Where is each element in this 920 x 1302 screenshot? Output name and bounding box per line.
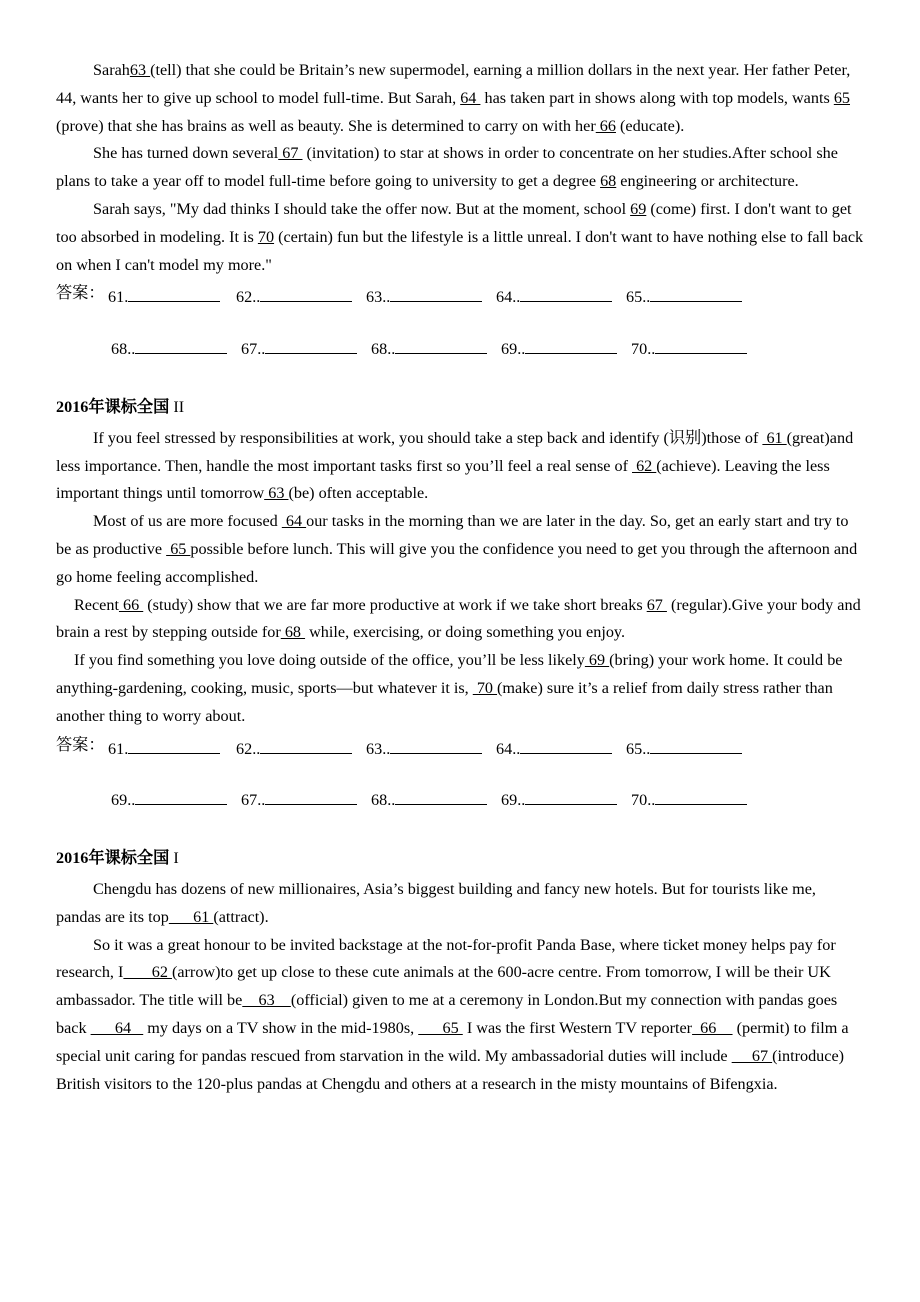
text-run: Chengdu has dozens of new millionaires, Asia’s biggest building and fancy new hotels. But for tourists like me, pandas are its top	[56, 879, 816, 926]
answer-blank: 61.	[108, 732, 220, 764]
blank-number: 66	[595, 116, 616, 135]
answer-blank: 70..	[631, 783, 747, 815]
answer-blank: 68..	[371, 332, 487, 364]
blank-number: 65	[833, 88, 850, 107]
text-run: (bring) your work home. It could be anything-gardening, cooking, music, sports—but whatever it is,	[56, 651, 843, 697]
blank-number: 62	[632, 456, 657, 475]
text-run: So it was a great honour to be invited backstage at the not-for-profit Panda Base, where ticket money helps pay for research, I	[56, 935, 836, 982]
text-run: (be) often acceptable.	[288, 484, 429, 503]
blank-number: 65	[418, 1018, 463, 1037]
blank-number: 65	[166, 539, 191, 558]
answer-blank: 62..	[236, 732, 352, 764]
blank-number: 63	[129, 61, 151, 79]
blank-number: 70	[257, 227, 275, 246]
blank-number: 67	[278, 144, 303, 163]
text-run: Sarah	[93, 61, 130, 79]
answer-blank: 70..	[631, 332, 747, 364]
text-run: (attract).	[213, 907, 269, 926]
text-run: has taken part in shows along with top models, wants	[480, 88, 834, 107]
blank-number: 62	[123, 963, 172, 982]
text-run: (make) sure it’s a relief from daily stress rather than another thing to worry about.	[56, 678, 833, 725]
text-run: She has turned down several	[93, 144, 279, 163]
section-heading: 2016年课标全国 I	[56, 849, 179, 868]
text-run: If you feel stressed by responsibilities at work, you should take a step back and identify (识别)those of	[93, 428, 763, 447]
blank-number: 63	[264, 484, 289, 503]
answer-blank: 68..	[111, 332, 227, 364]
text-run: (arrow)to get up close to these cute animals at the 600-acre centre. From tomorrow, I will be their UK ambassador. The title will be	[56, 963, 831, 1010]
answer-blank: 61.	[108, 280, 220, 312]
answer-blank: 69..	[501, 332, 617, 364]
answer-blank: 69..	[111, 783, 227, 815]
text-run: (tell) that she could be Britain’s new supermodel, earning a million dollars in the next year. Her father Peter, 44, wants her to give up school to model full-time. But Sarah,	[56, 61, 851, 107]
text-run: If you find something you love doing outside of the office, you’ll be less likely	[74, 651, 585, 670]
answer-blank: 67..	[241, 332, 357, 364]
answer-blank: 62..	[236, 280, 352, 312]
blank-number: 66	[692, 1018, 733, 1037]
answer-row	[56, 280, 864, 308]
answer-row	[56, 783, 864, 811]
text-run: (regular).Give your body and brain a rest by stepping outside for	[56, 595, 861, 642]
text-run: (achieve). Leaving the less important things until tomorrow	[56, 456, 830, 503]
text-run: Most of us are more focused	[93, 512, 282, 531]
paragraph	[56, 876, 864, 932]
paragraph	[56, 932, 864, 1099]
text-run: (official) given to me at a ceremony in London.But my connection with pandas goes back	[56, 991, 838, 1037]
answer-blank: 68..	[371, 783, 487, 815]
blank-number: 64	[281, 512, 307, 531]
text-run: my days on a TV show in the mid-1980s,	[143, 1018, 419, 1037]
text-run: (great)and less importance. Then, handle the most important tasks first so you’ll feel a real sense of	[56, 428, 854, 475]
text-run: our tasks in the morning than we are later in the day. So, get an early start and try to be as productive	[56, 512, 849, 558]
paragraph	[56, 508, 864, 591]
paragraph	[56, 196, 864, 279]
text-run: possible before lunch. This will give you the confidence you need to get you through the afternoon and go home feeling accomplished.	[56, 539, 858, 586]
text-run: (study) show that we are far more productive at work if we take short breaks	[143, 595, 647, 614]
blank-number: 70	[472, 678, 498, 697]
blank-number: 66	[118, 595, 144, 614]
blank-number: 61	[762, 428, 787, 447]
paragraph	[56, 57, 864, 140]
blank-number: 68	[280, 623, 306, 642]
blank-number: 67	[731, 1046, 773, 1065]
answer-blank: 65..	[626, 280, 742, 312]
text-run: (certain) fun but the lifestyle is a little unreal. I don't want to have nothing else to fall back on when I can't model my more."	[56, 227, 864, 274]
text-run: Recent	[74, 595, 119, 614]
text-run: (educate).	[615, 116, 685, 135]
answer-row	[56, 732, 864, 760]
blank-number: 64	[90, 1018, 144, 1037]
answer-blank: 65..	[626, 732, 742, 764]
paragraph	[56, 425, 864, 508]
paragraph	[56, 592, 864, 648]
blank-number: 69	[630, 199, 647, 218]
text-run: I was the first Western TV reporter	[462, 1018, 693, 1037]
text-run: (invitation) to star at shows in order to concentrate on her studies.After school she plans to take a year off to model full-time before going to university to get a degree	[56, 144, 838, 191]
blank-number: 69	[584, 651, 610, 670]
paragraph	[56, 647, 864, 730]
answer-label: 答案：	[56, 284, 105, 303]
document-page	[56, 57, 864, 1098]
text-run: Sarah says, "My dad thinks I should take the offer now. But at the moment, school	[93, 199, 631, 218]
section-heading: 2016年课标全国 II	[56, 397, 185, 416]
text-run: (prove) that she has brains as well as beauty. She is determined to carry on with her	[56, 116, 596, 135]
answer-blank: 64..	[496, 280, 612, 312]
blank-number: 63	[242, 991, 291, 1010]
text-run: engineering or architecture.	[616, 172, 799, 191]
answer-blank: 69..	[501, 783, 617, 815]
answer-blank: 63..	[366, 280, 482, 312]
blank-number: 64	[460, 88, 481, 107]
answer-blank: 67..	[241, 783, 357, 815]
blank-number: 67	[646, 595, 667, 614]
text-run: (permit) to film a special unit caring for pandas rescued from starvation in the wild. My ambassadorial duties will include	[56, 1018, 849, 1065]
blank-number: 68	[600, 172, 617, 191]
text-run: (introduce) British visitors to the 120-plus pandas at Chengdu and others at a research in the misty mountains of Bifengxia.	[56, 1046, 845, 1093]
answer-row	[56, 332, 864, 360]
text-run: while, exercising, or doing something you enjoy.	[305, 623, 626, 642]
paragraph	[56, 140, 864, 196]
text-run: (come) first. I don't want to get too absorbed in modeling. It is	[56, 199, 852, 246]
answer-label: 答案：	[56, 735, 105, 754]
answer-blank: 63..	[366, 732, 482, 764]
answer-blank: 64..	[496, 732, 612, 764]
blank-number: 61	[168, 907, 214, 926]
